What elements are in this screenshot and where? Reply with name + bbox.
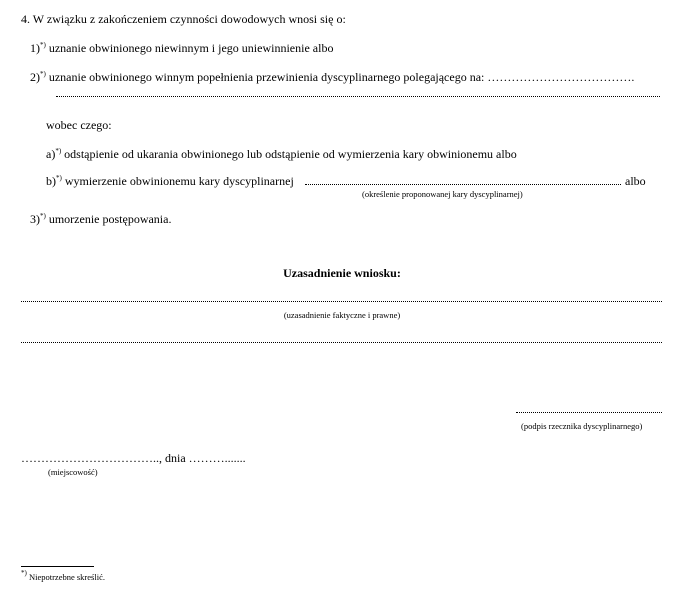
item-2 bbox=[30, 70, 634, 84]
signature-line bbox=[516, 412, 662, 413]
footnote-text: Niepotrzebne skreślić. bbox=[28, 572, 105, 582]
footnote-marker: *) bbox=[56, 174, 62, 182]
item-1 bbox=[30, 41, 333, 55]
penalty-fill-line bbox=[305, 184, 621, 185]
option-a bbox=[46, 147, 517, 161]
item-2-number: 2) bbox=[30, 70, 40, 84]
footnote-marker: *) bbox=[55, 147, 62, 155]
justification-caption: (uzasadnienie faktyczne i prawne) bbox=[283, 310, 401, 320]
wobec-czego-label: wobec czego: bbox=[46, 118, 112, 132]
place-date-line: …………………………….., dnia ………....... bbox=[21, 451, 246, 465]
item-2-text: uznanie obwinionego winnym popełnienia przewinienia dyscyplinarnego polegającego na: ………………………………. bbox=[48, 70, 635, 84]
item-1-text: uznanie obwinionego niewinnym i jego uniewinnienie albo bbox=[48, 41, 334, 55]
section-heading: 4. W związku z zakończeniem czynności dowodowych wnosi się o: bbox=[21, 12, 346, 26]
option-b-letter: b) bbox=[46, 174, 56, 188]
footnote-mark: *) bbox=[21, 569, 27, 577]
justification-title: Uzasadnienie wniosku: bbox=[283, 266, 401, 280]
justification-line-2 bbox=[21, 342, 662, 343]
option-a-text: odstąpienie od ukarania obwinionego lub odstąpienie od wymierzenia kary obwinionemu albo bbox=[64, 147, 517, 161]
item-3-number: 3) bbox=[30, 212, 40, 226]
footnote-marker: *) bbox=[40, 70, 46, 78]
footnote bbox=[21, 569, 105, 582]
item-3-text: umorzenie postępowania. bbox=[48, 212, 172, 226]
item-2-fill-line bbox=[56, 96, 660, 97]
signature-caption: (podpis rzecznika dyscyplinarnego) bbox=[521, 421, 643, 431]
footnote-marker: *) bbox=[40, 41, 46, 49]
item-1-number: 1) bbox=[30, 41, 40, 55]
footnote-rule bbox=[21, 566, 94, 567]
option-b bbox=[46, 174, 294, 188]
option-b-text: wymierzenie obwinionemu kary dyscyplinarnej bbox=[64, 174, 294, 188]
place-caption: (miejscowość) bbox=[48, 467, 98, 477]
option-a-letter: a) bbox=[46, 147, 56, 161]
penalty-caption: (określenie proponowanej kary dyscyplinarnej) bbox=[362, 189, 523, 199]
option-b-end: albo bbox=[625, 174, 646, 188]
item-3 bbox=[30, 212, 171, 226]
footnote-marker: *) bbox=[40, 212, 46, 220]
justification-line-1 bbox=[21, 301, 662, 302]
